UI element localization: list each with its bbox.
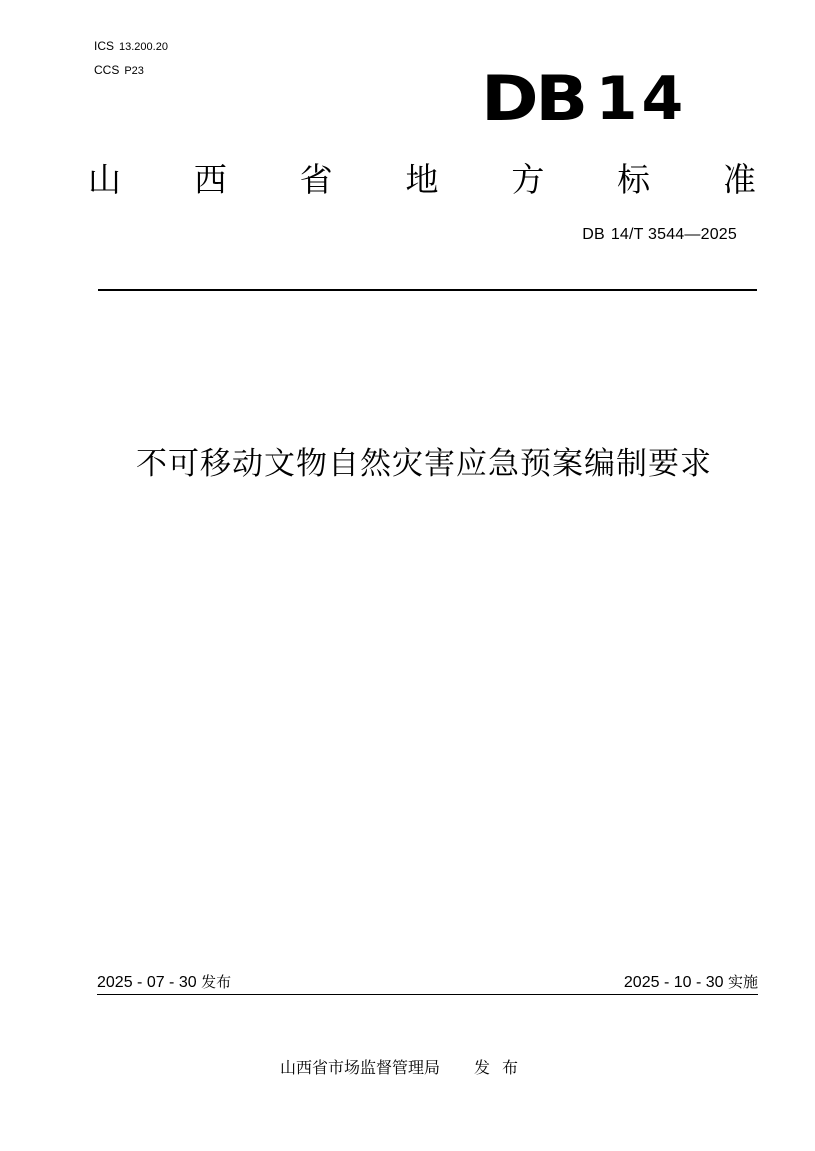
standard-type-char: 省 — [299, 160, 333, 199]
standard-type-char: 山 — [88, 160, 121, 199]
ccs-label: CCS — [94, 63, 120, 77]
implement-info — [624, 971, 758, 992]
ics-code: 13.200.20 — [119, 41, 168, 53]
standard-type-heading — [88, 160, 756, 200]
ccs-code: P23 — [124, 65, 144, 77]
standard-type-char: 西 — [193, 160, 227, 199]
header-divider — [98, 289, 757, 291]
db-standard-logo — [481, 62, 688, 135]
standard-type-char: 准 — [722, 160, 756, 199]
standard-number — [582, 226, 737, 244]
ccs-classification — [94, 62, 144, 79]
date-row — [97, 971, 758, 992]
db-logo-number: 14 — [595, 64, 688, 134]
publisher-action: 发布 — [474, 1058, 531, 1077]
release-label: 发布 — [201, 973, 232, 991]
db-logo-letters: DB — [481, 62, 585, 135]
publisher-org: 山西省市场监督管理局 — [280, 1058, 441, 1077]
standard-number-code: 14/T 3544—2025 — [610, 226, 737, 243]
ics-label: ICS — [94, 39, 115, 53]
implement-date: 2025 - 10 - 30 — [623, 974, 724, 991]
document-title: 不可移动文物自然灾害应急预案编制要求 — [136, 446, 712, 482]
release-info — [97, 971, 231, 992]
standard-type-char: 方 — [511, 160, 545, 199]
footer-divider — [97, 994, 758, 995]
publisher-line — [280, 1055, 530, 1078]
implement-label: 实施 — [727, 973, 758, 991]
standard-number-prefix: DB — [582, 226, 605, 243]
standard-type-char: 地 — [405, 160, 439, 199]
ics-classification — [94, 38, 168, 55]
standard-type-char: 标 — [617, 160, 651, 199]
release-date: 2025 - 07 - 30 — [97, 974, 197, 991]
